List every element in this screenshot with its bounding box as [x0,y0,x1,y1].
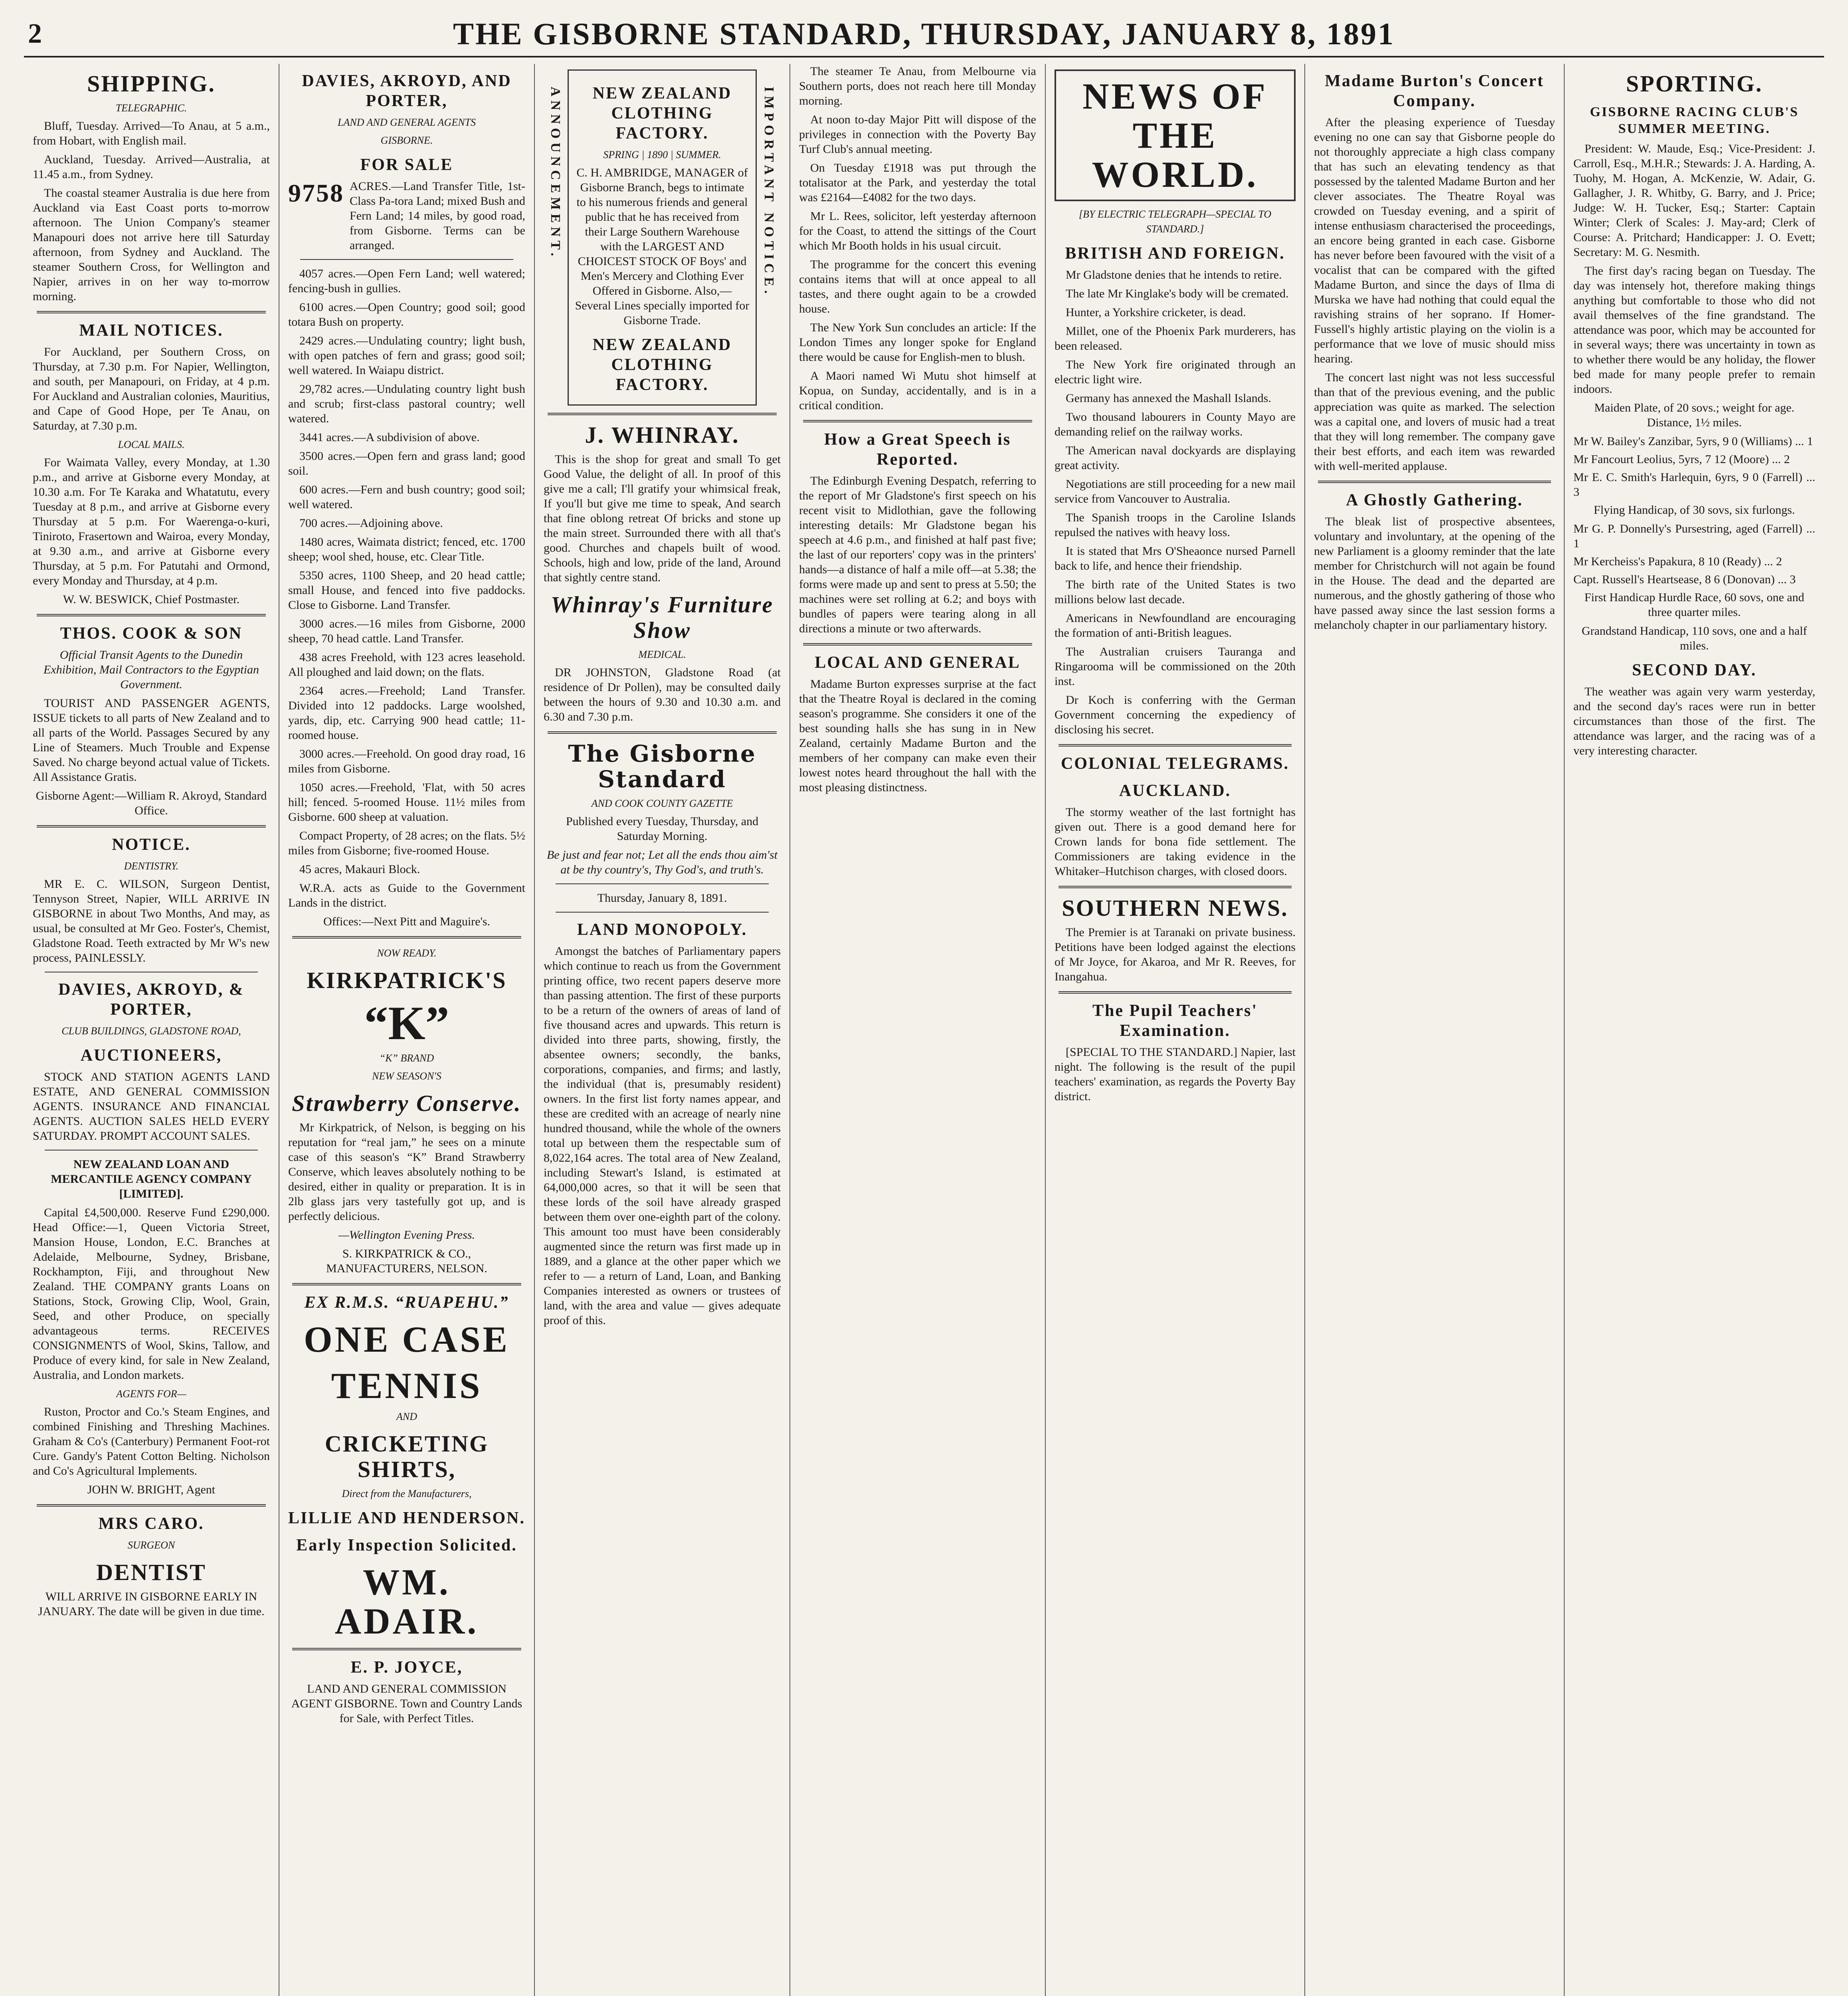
race-result: Mr Kercheiss's Papakura, 8 10 (Ready) ... 2 [1573,555,1782,568]
cook-heading: THOS. COOK & SON [60,624,243,643]
factory-heading: NEW ZEALAND CLOTHING FACTORY. [592,84,732,143]
news-world-heading: NEWS OF THE WORLD. [1082,76,1268,195]
race-officials: President: W. Maude, Esq.; Vice-President: J. Carroll, Esq., M.H.R.; Stewards: J. A. Harding, A. Tuohy, M. Hogan, A. McKenzie, W. Adair, G. Gallagher, J. R. Whitby, G. Barry, and J. Price; Judge: W. H. Tucker, Esq.; Starter: Captain Winter; Clerk of Scales: J. May-ard; Clerk of Course: A. Pritchard; Handicapper: J. O. Evett; Secretary: M. G. Nesmith. [1573,142,1815,259]
great-speech-heading: How a Great Speech is Reported. [824,430,1011,469]
news-item: Mr L. Rees, solicitor, left yesterday afternoon for the Coast, to attend the sittings of the Court which Mr Booth holds in his usual circuit. [799,210,1036,252]
divider [556,883,769,884]
lot-feature-text: ACRES.—Land Transfer Title, 1st-Class Pa-tora Land; mixed Bush and Fern Land; 14 miles, by good road, from Gisborne. Terms can be arranged. [350,180,525,252]
lot-item: 1480 acres, Waimata district; fenced, etc. 1700 sheep; wool shed, house, etc. Clear Title. [288,535,525,563]
paper-motto: Be just and fear not; Let all the ends thou aim'st at be thy country's, Thy God's, and truth's. [546,848,778,876]
divider [292,1648,521,1650]
caro-heading: MRS CARO. [98,1515,204,1533]
whinray-footer: Whinray's Furniture Show [550,592,774,643]
racing-heading: GISBORNE RACING CLUB'S SUMMER MEETING. [1590,105,1799,136]
auckland-text: The stormy weather of the last fortnight has given out. There is a good demand here for Crown lands for bona fide settlement. The Commissioners are taking evidence in the Whitaker–Hutchison charges, with closed doors. [1055,806,1296,878]
local-mails-text: For Waimata Valley, every Monday, at 1.30 p.m., and arrive at Gisborne every Monday, at 10.30 a.m. For Te Karaka and Whatatutu, every Tuesday at 8 p.m., and arrive at Gisborne every Thursday at 5 p.m. For Waerenga-o-kuri, Tiniroto, Frasertown and Wairoa, every Monday, at 9.30 a.m., and arrive at Gisborne every Thursday, at 5 p.m. For Patutahi and Ormond, every Monday and Thursday, at 4 p.m. [33,456,270,587]
divider [292,936,521,939]
divider [556,912,769,913]
cricketing-shirts-heading: CRICKETING SHIRTS, [324,1431,489,1482]
grandstand-heading: Grandstand Handicap, 110 sovs, one and a half miles. [1581,624,1807,652]
burton-text: After the pleasing experience of Tuesday evening no one can say that Gisborne people do not thoroughly appreciate a high class company that has such an elevating tendency as that possessed by the talented Madame Burton and her clever associates. The Theatre Royal was crowded on Tuesday evening, and a spirit of intense enthusiasm characterised the proceedings, an encore being granted in each case. Gisborne has never before been favoured with the visit of a vocalist that can be compared with the gifted Madame Burton, and since the days of Ilma di Murska we have had nothing that could equal the ravishing strains of her soprano. If Homer-Fussell's highly artistic playing on the violin is a performance that we love of music should miss hearing. [1314,116,1555,365]
k-brand-mark: “K” [364,996,449,1049]
british-foreign-heading: BRITISH AND FOREIGN. [1065,244,1285,263]
bf-item: The Spanish troops in the Caroline Islands repulsed the natives with heavy loss. [1055,511,1296,539]
news-item: The steamer Te Anau, from Melbourne via Southern ports, does not reach here till Monday morning. [799,65,1036,107]
divider [803,420,1032,422]
early-inspection: Early Inspection Solicited. [296,1536,517,1554]
southern-news-text: The Premier is at Taranaki on private business. Petitions have been lodged against the elections of Mr Joyce, for Akaroa, and Mr R. Reeves, for Inangahua. [1055,926,1296,983]
flying-heading: Flying Handicap, of 30 sovs, six furlongs. [1593,503,1795,517]
lot-item: 2364 acres.—Freehold; Land Transfer. Divided into 12 paddocks. Large woolshed, yards, dip, etc. Carrying 900 head cattle; 11-roomed house. [288,684,525,742]
davies-ad-place: GISBORNE. [380,135,433,146]
second-day-heading: SECOND DAY. [1632,661,1757,679]
joyce-heading: E. P. JOYCE, [350,1658,463,1677]
lot-item: 6100 acres.—Open Country; good soil; good totara Bush on property. [288,301,525,329]
lot-item: 700 acres.—Adjoining above. [299,517,443,530]
new-season-label: NEW SEASON'S [372,1070,441,1082]
column-3 [535,64,790,1996]
now-ready-label: NOW READY. [377,947,437,959]
divider [37,614,266,616]
lot-item: 3500 acres.—Open fern and grass land; good soil. [288,449,525,477]
divider [37,825,266,828]
auckland-notice: Auckland, Tuesday. Arrived—Australia, at 11.45 a.m., from Sydney. [33,153,270,181]
bf-item: Dr Koch is conferring with the German Government concerning the expediency of disclosing his secret. [1055,693,1296,736]
pupil-teachers-heading: The Pupil Teachers' Examination. [1092,1002,1258,1040]
divider [1059,744,1292,747]
lot-item: 29,782 acres.—Undulating country light bush and scrub; first-class pastoral country; well watered. [288,382,525,425]
auctioneers-label: AUCTIONEERS, [80,1046,222,1065]
divider [1059,991,1292,994]
davies-subtitle: CLUB BUILDINGS, GLADSTONE ROAD, [61,1025,241,1037]
cook-subtitle: Official Transit Agents to the Dunedin Exhibition, Mail Contractors to the Egyptian Government. [44,648,259,691]
kirkpatrick-maker: S. KIRKPATRICK & CO., MANUFACTURERS, NELSON. [326,1247,487,1275]
ghost-text: The bleak list of prospective absentees, voluntary and involuntary, at the opening of the new Parliament is a gloomy reminder that the late member for Christchurch will not again be found in the House. The dead and the departed are numerous, and the ghostly gathering of those who have passed away since the last session forms a melancholy chapter in our parliamentary history. [1314,515,1555,632]
caro-text: WILL ARRIVE IN GISBORNE EARLY IN JANUARY. The date will be given in due time. [38,1590,265,1618]
joyce-text: LAND AND GENERAL COMMISSION AGENT GISBORNE. Town and Country Lands for Sale, with Perfect Titles. [291,1682,522,1725]
cook-tourist-text: TOURIST AND PASSENGER AGENTS, ISSUE tickets to all parts of New Zealand and to all parts of the World. Passages Secured by any Line of Steamers. Much Trouble and Expense Saved. No charge beyond actual value of Tickets. All Assistance Gratis. [33,697,270,784]
bf-item: Hunter, a Yorkshire cricketer, is dead. [1066,306,1246,319]
wilson-text: MR E. C. WILSON, Surgeon Dentist, Tennyson Street, Napier, WILL ARRIVE IN GISBORNE in about Two Months, And may, as usual, be consulted at Mr Geo. Foster's, Chemist, Gladstone Road. Teeth extracted by Mr W's new process, PAINLESSLY. [33,877,270,964]
caro-subtitle: SURGEON [127,1539,175,1551]
great-speech-text: The Edinburgh Evening Despatch, referring to the report of Mr Gladstone's first speech on his recent visit to Midlothian, gave the following interesting details: Mr Gladstone began his speech at 4.6 p.m., and finished at half past five; the last of our reporters' copy was in the printers' hands—a distance of half a mile off—at 5.38; the forms were made up and sent to press at 5.50; the machines were set rolling at 6.2; and boys with bundles of papers were tearing along in all directions a minute or two afterwards. [799,474,1037,635]
lillie-heading: LILLIE AND HENDERSON. [288,1509,525,1527]
bluff-notice: Bluff, Tuesday. Arrived—To Anau, at 5 a.m., from Hobart, with English mail. [33,119,270,147]
one-case-heading: ONE CASE [304,1319,510,1360]
second-day-text: The weather was again very warm yesterday, and the second day's races were run in better circumstances than those of the first. The attendance was larger, and the racing was of a very interesting character. [1573,685,1815,757]
k-brand-label: “K” BRAND [379,1052,434,1064]
bf-item: The New York fire originated through an electric light wire. [1055,358,1296,386]
column-1 [24,64,279,1996]
lot-item: 3441 acres.—A subdivision of above. [299,431,480,444]
nzloan-heading: NEW ZEALAND LOAN AND MERCANTILE AGENCY COMPANY [LIMITED]. [51,1158,252,1200]
lot-acreage-number: 9758 [288,179,344,207]
adair-heading: WM. ADAIR. [334,1562,479,1642]
dentistry-label: DENTISTRY. [124,860,179,872]
agents-for-label: AGENTS FOR— [116,1388,186,1400]
davies-ad-subtitle: LAND AND GENERAL AGENTS [338,117,476,128]
factory-footer: NEW ZEALAND CLOTHING FACTORY. [592,336,732,394]
race-result: Mr G. P. Donnelly's Pursestring, aged (Farrell) ... 1 [1573,522,1815,550]
column-6 [1305,64,1565,1996]
columns [24,64,1824,1996]
bf-item: Two thousand labourers in County Mayo are demanding relief on the railway works. [1055,410,1296,438]
race-day1-text: The first day's racing began on Tuesday. The day was intensely hot, therefore making things anything but comfortable to those who did not avail themselves of the fine grandstand. The attendance was poor, which may be accounted for in several ways; there was uncertainty in town as to whether there would be any holiday, the flower bed made for many people prefer to remain indoors. [1573,264,1815,396]
colonial-heading: COLONIAL TELEGRAMS. [1061,754,1289,773]
paper-publication: Published every Tuesday, Thursday, and Saturday Morning. [566,815,759,843]
paper-subtitle: AND COOK COUNTY GAZETTE [591,798,733,809]
tennis-heading: TENNIS [331,1365,483,1406]
shipping-heading: SHIPPING. [87,71,216,97]
divider [300,259,513,260]
pupil-teachers-text: [SPECIAL TO THE STANDARD.] Napier, last night. The following is the result of the pupil teachers' examination, as regards the Poverty Bay district. [1055,1046,1296,1103]
dentist-label: DENTIST [96,1559,206,1585]
maiden-heading: Maiden Plate, of 20 sovs.; weight for age. Distance, 1½ miles. [1594,401,1795,429]
divider [548,413,777,415]
masthead-title: THE GISBORNE STANDARD, THURSDAY, JANUARY 8, 1891 [453,16,1395,51]
lot-item: 438 acres Freehold, with 123 acres leasehold. All ploughed and laid down; on the flats. [288,651,525,679]
cook-agent: Gisborne Agent:—William R. Akroyd, Standard Office. [36,789,267,817]
divider [1318,481,1551,483]
offices-line: Offices:—Next Pitt and Maguire's. [323,915,491,928]
and-label: AND [396,1411,417,1422]
race-result: Mr Fancourt Leolius, 5yrs, 7 12 (Moore) ... 2 [1573,453,1790,466]
announcement-side-label: ANNOUNCEMENT. [548,87,563,260]
medical-label: MEDICAL. [638,649,686,660]
masthead [24,12,1824,57]
beswick-signature: W. W. BESWICK, Chief Postmaster. [63,593,240,606]
bf-item: Americans in Newfoundland are encouraging the formation of anti-British leagues. [1055,612,1296,640]
local-general-heading: LOCAL AND GENERAL [815,653,1021,672]
davies-text: STOCK AND STATION AGENTS LAND ESTATE, AND GENERAL COMMISSION AGENTS. INSURANCE AND FINANCIAL AGENTS. AUCTION SALES HELD EVERY SATURDAY. PROMPT ACCOUNT SALES. [33,1070,270,1143]
column-7 [1565,64,1824,1996]
davies-heading: DAVIES, AKROYD, & PORTER, [58,980,244,1019]
divider [803,643,1032,646]
news-item: On Tuesday £1918 was put through the totalisator at the Park, and yesterday the total was £2164—£4082 for the two days. [799,161,1036,204]
coastal-notice: The coastal steamer Australia is due here from Auckland via East Coast ports to-morrow afternoon. The Union Company's steamer Manapouri does not arrive here till Saturday afternoon, from Sydney and Auckland. The steamer Southern Cross, for Wellington and Napier, arrives in on her way to-morrow morning. [33,186,270,303]
strawberry-heading: Strawberry Conserve. [292,1090,522,1116]
divider [37,1504,266,1507]
whinray-poem: This is the shop for great and small To get Good Value, the delight of all. In proof of this give me a call; I'll gratify your whimsical freak, If you'll but give me time to speak, And search that fine oblong retreat Of bricks and stone up the main street. Surrounded there with all that's good. Churches and chapels built of wood. Schools, high and low, pride of the land, Around that sightly centre stand. [544,453,781,584]
divider [548,731,777,734]
column-4 [790,64,1046,1996]
lot-item: 3000 acres.—16 miles from Gisborne, 2000 sheep, 70 head cattle. Land Transfer. [288,617,525,645]
land-monopoly-text: Amongst the batches of Parliamentary papers which continue to reach us from the Government printing office, two recent papers deserve more than passing attention. The first of these purports to be a return of the owners of areas of land of five thousand acres and upwards. This return is divided into three parts, showing, firstly, the absentee owners; secondly, the banks, corporations, companies, and firms; and lastly, the individual (that is, presumably resident) owners. In the first list forty names appear, and these are credited with an acreage of nearly nine hundred thousand, while the whole of the owners total up between them the respectable sum of 8,022,164 acres. The total area of New Zealand, including Stewart's Island, is estimated at 64,000,000 acres, so that it will be seen that these lords of the soil have already grasped between them over one-eighth part of the colony. This amount too must have been considerably augmented since the return was first made up in 1889, and a glance at the other paper which we refer to — a return of Land, Loan, and Banking Companies interested as owners or trustees of land, with the area and value — gives adequate proof of this. [544,945,781,1327]
kirkpatrick-text: Mr Kirkpatrick, of Nelson, is begging on his reputation for “real jam,” he sees on a minute case of this season's “K” Brand Strawberry Conserve, which leaves absolutely nothing to be desired, either in quality or preparation. It is in 2lb glass jars very tastefully got up, and is perfectly delicious. [288,1121,525,1223]
for-sale-heading: FOR SALE [360,156,453,174]
issue-date: Thursday, January 8, 1891. [597,891,727,905]
mail-text: For Auckland, per Southern Cross, on Thursday, at 7.30 p.m. For Napier, Wellington, and south, per Manapouri, on Friday, at 4 p.m. For Auckland and Australian colonies, Mauritius, and Cape of Good Hope, per Te Anau, on Saturday, at 7.30 p.m. [33,345,270,432]
lot-item: 3000 acres.—Freehold. On good dray road, 16 miles from Gisborne. [288,747,525,775]
bf-item: The Australian cruisers Tauranga and Ringarooma will be commissioned on the 20th inst. [1055,645,1296,688]
race-result: Mr E. C. Smith's Harlequin, 6yrs, 9 0 (Farrell) ... 3 [1573,471,1815,499]
notice-heading: NOTICE. [112,836,191,854]
bf-item: The late Mr Kinglake's body will be cremated. [1066,287,1289,300]
news-item: The programme for the concert this evening contains items that will at once appeal to all tastes, and there ought again to be a crowded house. [799,258,1036,315]
telegraphic-label: TELEGRAPHIC. [115,102,187,114]
ghost-heading: A Ghostly Gathering. [1346,491,1523,509]
local-general-text: Madame Burton expresses surprise at the fact that the Theatre Royal is declared in the coming season's programme. She considers it one of the best sounding halls she has sung in in New Zealand, certainly Madame Burton and the members of her company can make even their lowest notes heard throughout the hall with the most pleasing distinctness. [799,677,1036,794]
clothing-factory-ad [548,69,776,406]
burton-heading: Madame Burton's Concert Company. [1325,72,1544,110]
race-result: Mr W. Bailey's Zanzibar, 5yrs, 9 0 (Williams) ... 1 [1573,435,1813,448]
local-mails-label: LOCAL MAILS. [118,439,185,450]
news-item: At noon to-day Major Pitt will dispose of the privileges in connection with the Poverty Bay Turf Club's annual meeting. [799,113,1036,156]
column-5 [1046,64,1305,1996]
lot-item: Compact Property, of 28 acres; on the flats. 5½ miles from Gisborne; five-roomed House. [288,829,525,857]
lot-item: 2429 acres.—Undulating country; light bush, with open patches of fern and grass; good soil; well watered. In Waiapu district. [288,334,525,377]
southern-news-heading: SOUTHERN NEWS. [1062,895,1288,921]
bf-item: The birth rate of the United States is two millions below last decade. [1055,578,1296,606]
bf-item: Germany has annexed the Mashall Islands. [1066,392,1271,405]
bf-item: Negotiations are still proceeding for a new mail service from Vancouver to Australia. [1055,477,1296,505]
johnston-text: DR JOHNSTON, Gladstone Road (at residence of Dr Pollen), may be consulted daily between the hours of 9.30 and 10.30 a.m. and 6.30 and 7.30 p.m. [544,666,781,723]
ruapehu-heading: EX R.M.S. “RUAPEHU.” [304,1293,509,1312]
divider [1059,886,1292,888]
news-item: The New York Sun concludes an article: If the London Times any longer spoke for England there would be cause for English-men to blush. [799,321,1036,364]
important-notice-side-label: IMPORTANT NOTICE. [762,87,776,298]
sporting-heading: SPORTING. [1626,71,1763,97]
land-monopoly-heading: LAND MONOPOLY. [577,921,748,939]
bf-item: It is stated that Mrs O'Sheaonce nursed Parnell back to life, and hence their friendship. [1055,545,1296,572]
lot-item: 4057 acres.—Open Fern Land; well watered; fencing-bush in gullies. [288,267,525,295]
kirkpatrick-credit: —Wellington Evening Press. [338,1228,475,1242]
bf-item: Mr Gladstone denies that he intends to retire. [1066,268,1282,281]
bright-signature: JOHN W. BRIGHT, Agent [87,1483,216,1496]
column-2 [279,64,535,1996]
agents-text: Ruston, Proctor and Co.'s Steam Engines, and combined Finishing and Threshing Machines. Graham & Co's (Canterbury) Permanent Foot-rot Cure. Gandy's Patent Cotton Belting. Nicholson and Co's Agricultural Implements. [33,1405,270,1477]
divider [37,311,266,313]
kirkpatrick-heading: KIRKPATRICK'S [307,967,507,993]
davies-ad-heading: DAVIES, AKROYD, AND PORTER, [302,72,512,110]
whinray-heading: J. WHINRAY. [585,422,740,448]
lot-item: 600 acres.—Fern and bush country; good soil; well watered. [288,483,525,511]
auckland-heading: AUCKLAND. [1119,782,1231,800]
race-result: Capt. Russell's Heartsease, 8 6 (Donovan) ... 3 [1573,573,1796,586]
hurdle-heading: First Handicap Hurdle Race, 60 sovs, one and three quarter miles. [1584,591,1804,619]
bf-item: The American naval dockyards are displaying great activity. [1055,444,1296,472]
nzloan-text: Capital £4,500,000. Reserve Fund £290,000. Head Office:—1, Queen Victoria Street, Mansion House, London, E.C. Branches at Adelaide, Melbourne, Sydney, Brisbane, Rockhampton, Fiji, and throughout New Zealand. THE COMPANY grants Loans on Stations, Stock, Growing Clip, Wool, Grain, Seed, and other Produce, on specially advantageous terms. RECEIVES CONSIGNMENTS of Wool, Skins, Tallow, and Produce of every kind, for sale in New Zealand, Australia, and London markets. [33,1206,270,1382]
lot-item: 1050 acres.—Freehold, 'Flat, with 50 acres hill; fenced. 5-roomed House. 11½ miles from Gisborne. 600 sheep at valuation. [288,781,525,824]
page-number: 2 [28,18,44,49]
factory-text: C. H. AMBRIDGE, MANAGER of Gisborne Branch, begs to intimate to his numerous friends and general public that he has received from their Large Southern Warehouse with the LARGEST AND CHOICEST STOCK OF Boys' and Men's Mercery and Clothing Ever Offered in Gisborne. Also,— Several Lines specially imported for Gisborne Trade. [575,166,750,327]
news-world-subtitle: [BY ELECTRIC TELEGRAPH—SPECIAL TO STANDARD.] [1078,208,1272,235]
divider [292,1283,521,1285]
direct-label: Direct from the Manufacturers, [342,1488,472,1499]
news-item: A Maori named Wi Mutu shot himself at Kopua, on Sunday, accidentally, and is in a critical condition. [799,369,1036,412]
burton-text-2: The concert last night was not less successful than that of the previous evening, and the public appreciation was quite as marked. The selection was a capital one, and lovers of music had a treat that they will long remember. The company gave their best efforts, and each item was rewarded with well-merited applause. [1314,371,1555,473]
lot-item: W.R.A. acts as Guide to the Government Lands in the district. [288,881,525,909]
lot-item: 45 acres, Makauri Block. [299,863,420,876]
news-world-box [1055,69,1296,201]
lot-item: 5350 acres, 1100 Sheep, and 20 head cattle; small House, and fenced into five paddocks. Close to Gisborne. Land Transfer. [288,569,525,612]
bf-item: Millet, one of the Phoenix Park murderers, has been released. [1055,325,1296,352]
factory-season: SPRING | 1890 | SUMMER. [603,149,721,160]
paper-title: The Gisborne Standard [568,740,756,793]
mail-heading: MAIL NOTICES. [79,321,224,340]
lot-feature [288,179,525,253]
